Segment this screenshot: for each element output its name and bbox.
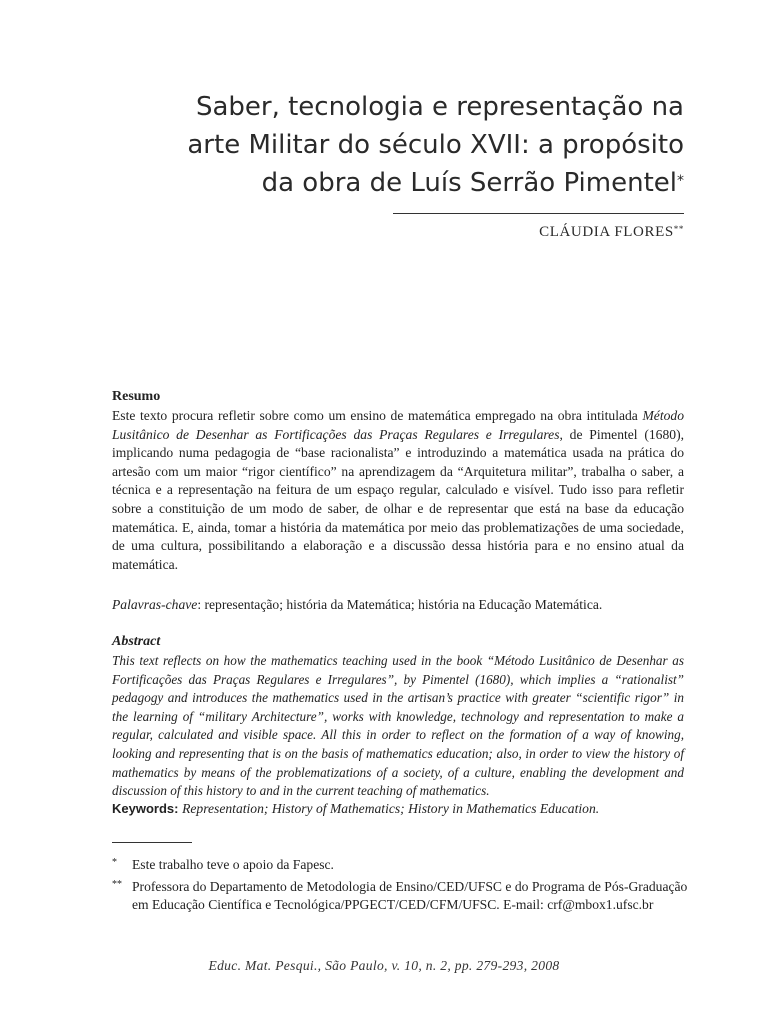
title-footnote-mark: * xyxy=(677,173,684,189)
abstract-heading: Abstract xyxy=(112,634,161,649)
author-name-text: CLÁUDIA FLORES xyxy=(539,224,674,240)
resumo-heading: Resumo xyxy=(112,389,161,404)
author-footnote-mark: ** xyxy=(673,224,684,234)
resumo-text-2: , de Pimentel (1680), implicando numa pedagogia de “base racionalista” e introduzindo a matemática usada na prática do artesão com um maior “rigor científico” na aprendizagem da “Arquitetura militar”, trabalha o saber, a técnica e a representação na feitura de um espaço regular, calculado e visível. Tudo isso para refletir sobre a constituição de um modo de saber, de olhar e de representar que está na base da educação matemática. E, ainda, tomar a história da matemática por meio das problematizações de uma sociedade, de uma cultura, possibilitando a elaboração e a discussão dessa história para e no ensino atual da matemática. xyxy=(112,426,684,572)
resumo-text-1: Este texto procura refletir sobre como um ensino de matemática empregado na obra intitulada xyxy=(112,408,643,423)
resumo-keywords-label: Palavras-chave xyxy=(112,597,198,612)
footnote-2-mark: ** xyxy=(112,879,122,890)
footnote-divider xyxy=(112,842,192,843)
abstract-keywords-text: Representation; History of Mathematics; History in Mathematics Education. xyxy=(182,801,600,816)
title-divider xyxy=(393,213,684,214)
article-title xyxy=(84,88,684,202)
title-line-2: arte Militar do século XVII: a propósito xyxy=(187,130,684,160)
resumo-paragraph xyxy=(112,407,684,574)
footnote-1-text: Este trabalho teve o apoio da Fapesc. xyxy=(132,857,334,872)
journal-citation: Educ. Mat. Pesqui., São Paulo, v. 10, n. 2, pp. 279-293, 2008 xyxy=(208,958,560,973)
abstract-paragraph: This text reflects on how the mathematics teaching used in the book “Método Lusitânico de Desenhar as Fortificações das Praças Regulares e Irregulares”, by Pimentel (1680), which implies a “rationalist” pedagogy and introduces the mathematics used in the artisan’s practice with greater “scientific rigor” in the learning of “military Architecture”, works with knowledge, technology and representation to make a regular, calculated and visible space. All this in order to reflect on the formation of a way of knowing, looking and representing that is on the basis of mathematics education; also, in order to view the history of mathematics by means of the problematizations of a society, of a culture, enabling the development and discussion of this history to and in the current teaching of mathematics. xyxy=(112,653,684,799)
footnote-1 xyxy=(112,856,692,874)
resumo-keywords xyxy=(112,596,692,614)
title-line-1: Saber, tecnologia e representação na xyxy=(195,92,684,122)
resumo-keywords-text: : representação; história da Matemática; história na Educação Matemática. xyxy=(197,597,603,612)
title-line-3 xyxy=(84,164,684,202)
resumo-work-title: Método Lusitânico de Desenhar as Fortificações das Praças Regulares e Irregulares xyxy=(112,408,684,442)
abstract-keywords-label: Keywords xyxy=(112,801,175,816)
footnote-2-text: Professora do Departamento de Metodologia de Ensino/CED/UFSC e do Programa de Pós-Graduação em Educação Científica e Tecnológica/PPGECT/CED/CFM/UFSC. E-mail: crf@mbox1.ufsc.br xyxy=(132,879,688,912)
footnote-1-mark: * xyxy=(112,857,117,868)
abstract-keywords: Keywords: Representation; History of Mathematics; History in Mathematics Education. xyxy=(112,801,600,816)
footnote-2 xyxy=(112,878,692,914)
title-line-3-text: da obra de Luís Serrão Pimentel xyxy=(261,168,677,198)
author-name xyxy=(539,224,684,241)
